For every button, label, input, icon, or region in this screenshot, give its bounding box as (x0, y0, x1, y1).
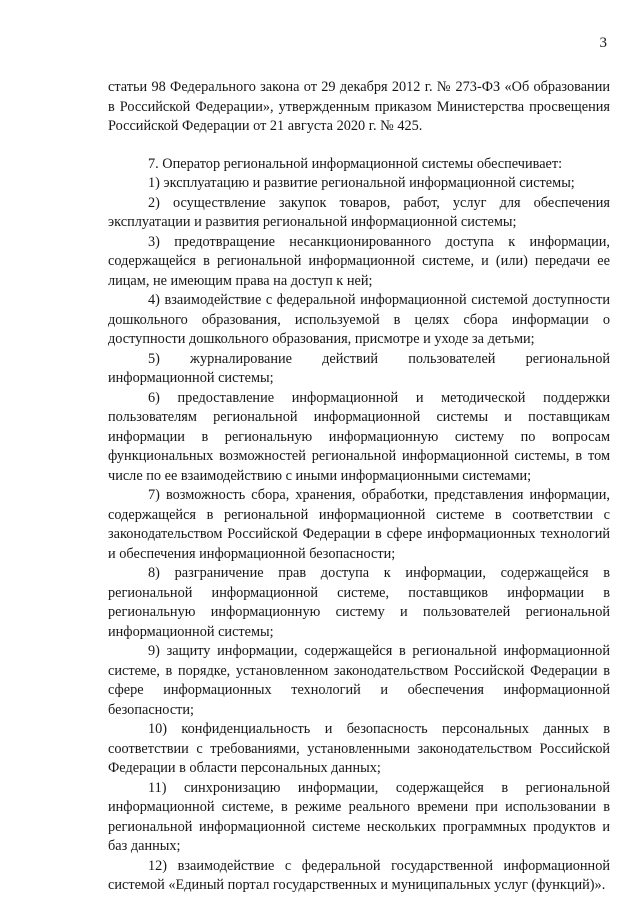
clause-7-item-7: 7) возможность сбора, хранения, обработки, представления информации, содержащейся в региональной информационной системе в соответствии с законодательством Российской Федерации в сфере информационных технологий и обеспечения информационной безопасности; (108, 487, 610, 562)
clause-7-item-12: 12) взаимодействие с федеральной государственной информационной системой «Единый портал государственных и муниципальных услуг (функций)». (108, 857, 610, 893)
clause-7-item-1: 1) эксплуатацию и развитие региональной информационной системы; (148, 175, 575, 191)
clause-7-heading: 7. Оператор региональной информационной системы обеспечивает: (148, 155, 563, 172)
continuation-paragraph: статьи 98 Федерального закона от 29 декабря 2012 г. № 273-ФЗ «Об образовании в Российской Федерации», утвержденным приказом Министерства просвещения Российской Федерации от 21 августа 2020 г. № 425. (108, 79, 610, 134)
clause-7-item-9: 9) защиту информации, содержащейся в региональной информационной системе, в порядке, установленном законодательством Российской Федерации в сфере информационных технологий и обеспечения информационной безопасности; (108, 643, 610, 718)
clause-7-item-5: 5) журналирование действий пользователей региональной информационной системы; (108, 350, 610, 386)
clause-7-item-3: 3) предотвращение несанкционированного доступа к информации, содержащейся в региональной информационной системе, и (или) передачи ее лицам, не имеющим права на доступ к ней; (108, 233, 610, 289)
clause-7-item-2: 2) осуществление закупок товаров, работ, услуг для обеспечения эксплуатации и развития региональной информационной системы; (108, 194, 610, 230)
document-body (108, 78, 610, 896)
clause-7-item-10: 10) конфиденциальность и безопасность персональных данных в соответствии с требованиями, установленными законодательством Российской Федерации в области персональных данных; (108, 721, 610, 776)
page-number: 3 (599, 35, 607, 51)
clause-7-item-8: 8) разграничение прав доступа к информации, содержащейся в региональной информационной системе, поставщиков информации в региональную информационную систему и пользователей региональной информационной системы; (108, 565, 610, 640)
clause-7-item-11: 11) синхронизацию информации, содержащейся в региональной информационной системе, в режиме реального времени при использовании в региональной информационной системе нескольких программных продуктов и баз данных; (108, 779, 610, 854)
clause-7-item-4: 4) взаимодействие с федеральной информационной системой доступности дошкольного образования, используемой в целях сбора информации о доступности дошкольного образования, присмотре и уходе за детьми; (108, 292, 610, 347)
clause-7-item-6: 6) предоставление информационной и методической поддержки пользователям региональной информационной системы и поставщикам информации в региональную информационную систему по вопросам функциональных возможностей региональной информационной системы, в том числе по ее взаимодействию с иными информационными системами; (108, 389, 610, 484)
